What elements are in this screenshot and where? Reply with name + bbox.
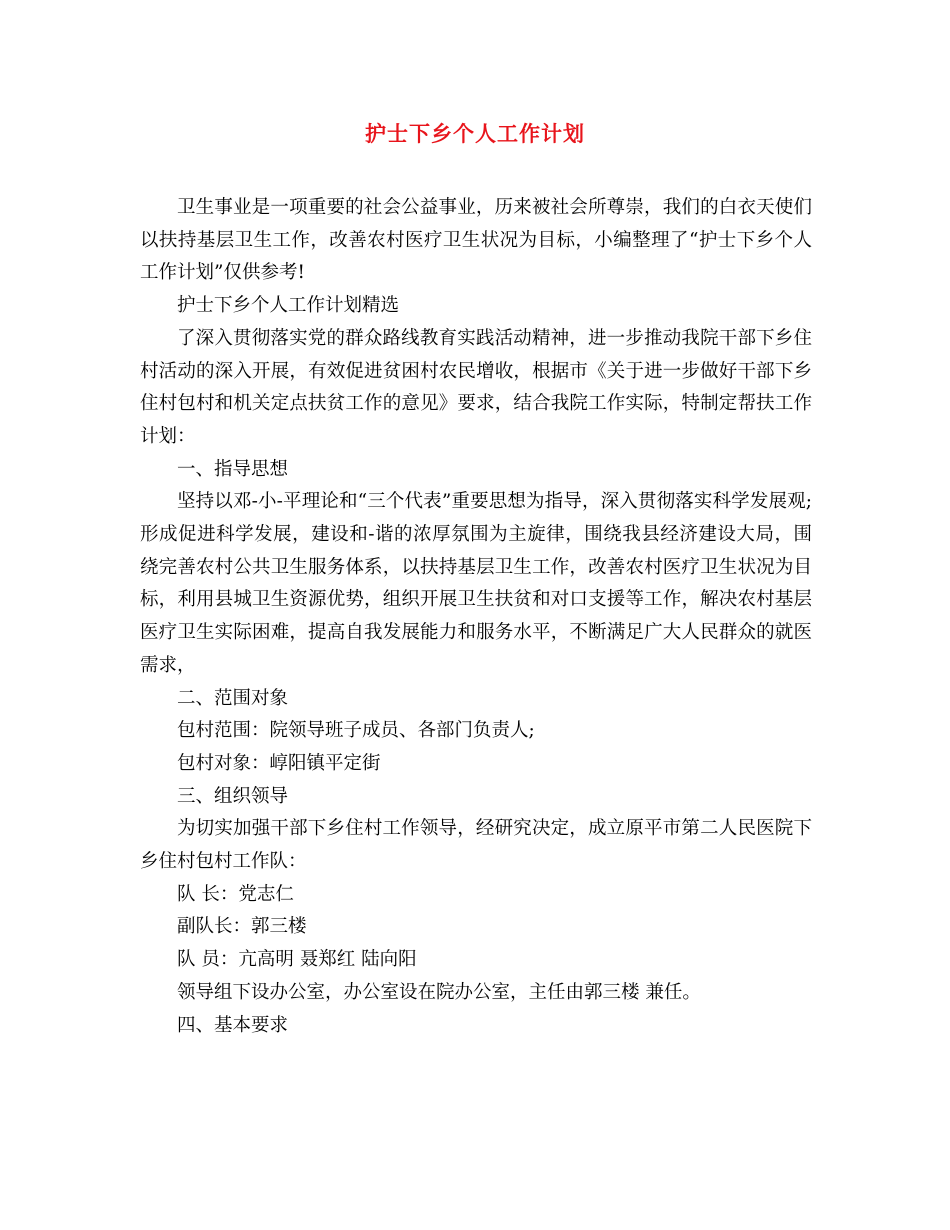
paragraph-scope-range: 包村范围：院领导班子成员、各部门负责人; (177, 720, 535, 742)
section-heading-leadership: 三、组织领导 (177, 785, 289, 807)
document-title: 护士下乡个人工作计划 (365, 121, 585, 146)
paragraph-purpose: 了深入贯彻落实党的群众路线教育实践活动精神，进一步推动我院干部下乡住村活动的深入开展，有效促进贫困村农民增收，根据市《关于进一步做好干部下乡住村包村和机关定点扶贫工作的意见》要求，结合我院工作实际，特制定帮扶工作计划： (140, 327, 812, 447)
section-heading-requirements: 四、基本要求 (177, 1014, 289, 1036)
paragraph-team-members: 队 员：亢高明 聂郑红 陆向阳 (177, 949, 417, 971)
paragraph-intro: 卫生事业是一项重要的社会公益事业，历来被社会所尊崇，我们的白衣天使们以扶持基层卫生工作，改善农村医疗卫生状况为目标，小编整理了“护士下乡个人工作计划”仅供参考! (140, 197, 812, 284)
paragraph-guiding-ideology: 坚持以邓-小-平理论和“三个代表”重要思想为指导，深入贯彻落实科学发展观;形成促进科学发展，建设和-谐的浓厚氛围为主旋律，围绕我县经济建设大局，围绕完善农村公共卫生服务体系，以扶持基层卫生工作，改善农村医疗卫生状况为目标，利用县城卫生资源优势，组织开展卫生扶贫和对口支援等工作，解决农村基层医疗卫生实际困难，提高自我发展能力和服务水平，不断满足广大人民群众的就医需求， (140, 491, 812, 676)
paragraph-scope-target: 包村对象：崞阳镇平定街 (177, 752, 381, 774)
paragraph-subtitle: 护士下乡个人工作计划精选 (177, 295, 400, 317)
document-body (140, 192, 812, 1042)
section-heading-scope: 二、范围对象 (177, 687, 289, 709)
section-heading-guiding-ideology: 一、指导思想 (177, 458, 289, 480)
paragraph-deputy-leader: 副队长：郭三楼 (177, 916, 307, 938)
paragraph-office: 领导组下设办公室，办公室设在院办公室，主任由郭三楼 兼任。 (177, 981, 701, 1003)
paragraph-leadership: 为切实加强干部下乡住村工作领导，经研究决定，成立原平市第二人民医院下乡住村包村工作队： (140, 818, 812, 873)
paragraph-team-leader: 队 长：党志仁 (177, 883, 294, 905)
